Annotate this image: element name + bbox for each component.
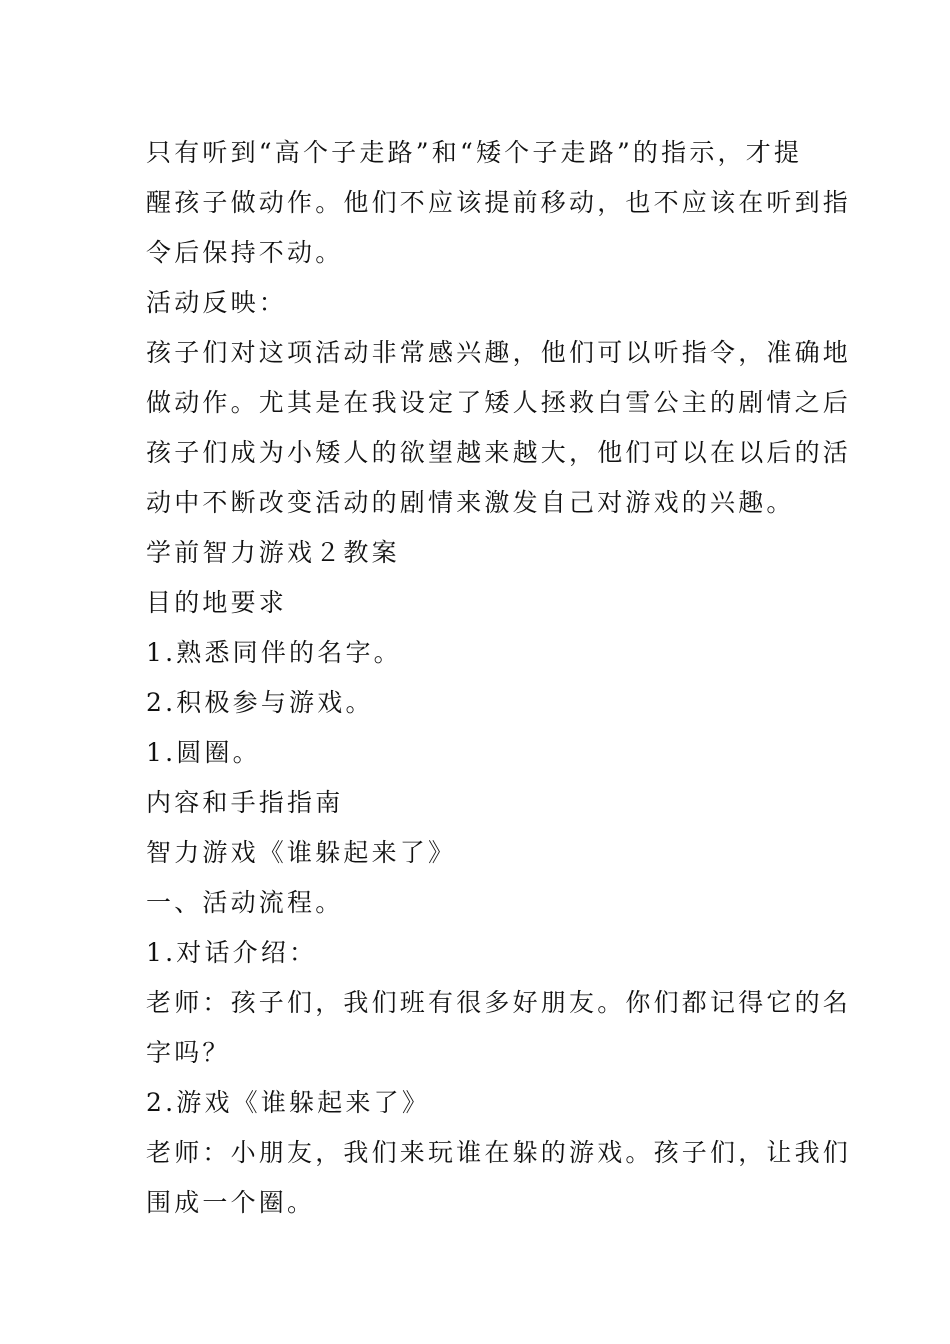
- text-line: 1.对话介绍：: [146, 938, 318, 967]
- list-item: [146, 1078, 806, 1128]
- section-heading: [146, 878, 806, 928]
- text-line: 内容和手指指南: [146, 788, 344, 817]
- section-heading: [146, 278, 806, 328]
- text-line: 做动作。尤其是在我设定了矮人拯救白雪公主的剧情之后: [146, 388, 852, 417]
- text-line: 学前智力游戏２教案: [146, 538, 400, 567]
- text-line: 围成一个圈。: [146, 1188, 316, 1217]
- text-line: 老师：小朋友，我们来玩谁在躲的游戏。孩子们，让我们: [146, 1138, 852, 1167]
- document-title: [146, 528, 806, 578]
- text-line: 动中不断改变活动的剧情来激发自己对游戏的兴趣。: [146, 488, 795, 517]
- text-line: 2.游戏《谁躲起来了》: [146, 1088, 431, 1117]
- text-line: 老师：孩子们，我们班有很多好朋友。你们都记得它的名: [146, 988, 852, 1017]
- text-line: 只有听到“高个子走路”和“矮个子走路”的指示，才提: [146, 138, 803, 167]
- text-line: 1.圆圈。: [146, 738, 261, 767]
- text-line: 令后保持不动。: [146, 238, 344, 267]
- section-heading: [146, 778, 806, 828]
- text-line: 醒孩子做动作。他们不应该提前移动，也不应该在听到指: [146, 188, 852, 217]
- section-heading: [146, 828, 806, 878]
- text-line: 孩子们成为小矮人的欲望越来越大，他们可以在以后的活: [146, 438, 852, 467]
- text-line: 孩子们对这项活动非常感兴趣，他们可以听指令，准确地: [146, 338, 852, 367]
- paragraph: [146, 328, 852, 528]
- text-line: 2.积极参与游戏。: [146, 688, 374, 717]
- text-line: 活动反映：: [146, 288, 288, 317]
- text-line: 字吗？: [146, 1038, 231, 1067]
- list-item: [146, 628, 806, 678]
- list-item: [146, 728, 806, 778]
- section-heading: [146, 578, 806, 628]
- text-line: 一、活动流程。: [146, 888, 344, 917]
- text-line: 目的地要求: [146, 588, 288, 617]
- text-line: 1.熟悉同伴的名字。: [146, 638, 402, 667]
- paragraph: [146, 128, 852, 278]
- paragraph: [146, 978, 852, 1078]
- list-item: [146, 928, 806, 978]
- paragraph: [146, 1128, 852, 1228]
- list-item: [146, 678, 806, 728]
- text-line: 智力游戏《谁躲起来了》: [146, 838, 457, 867]
- document-body: [146, 128, 852, 1228]
